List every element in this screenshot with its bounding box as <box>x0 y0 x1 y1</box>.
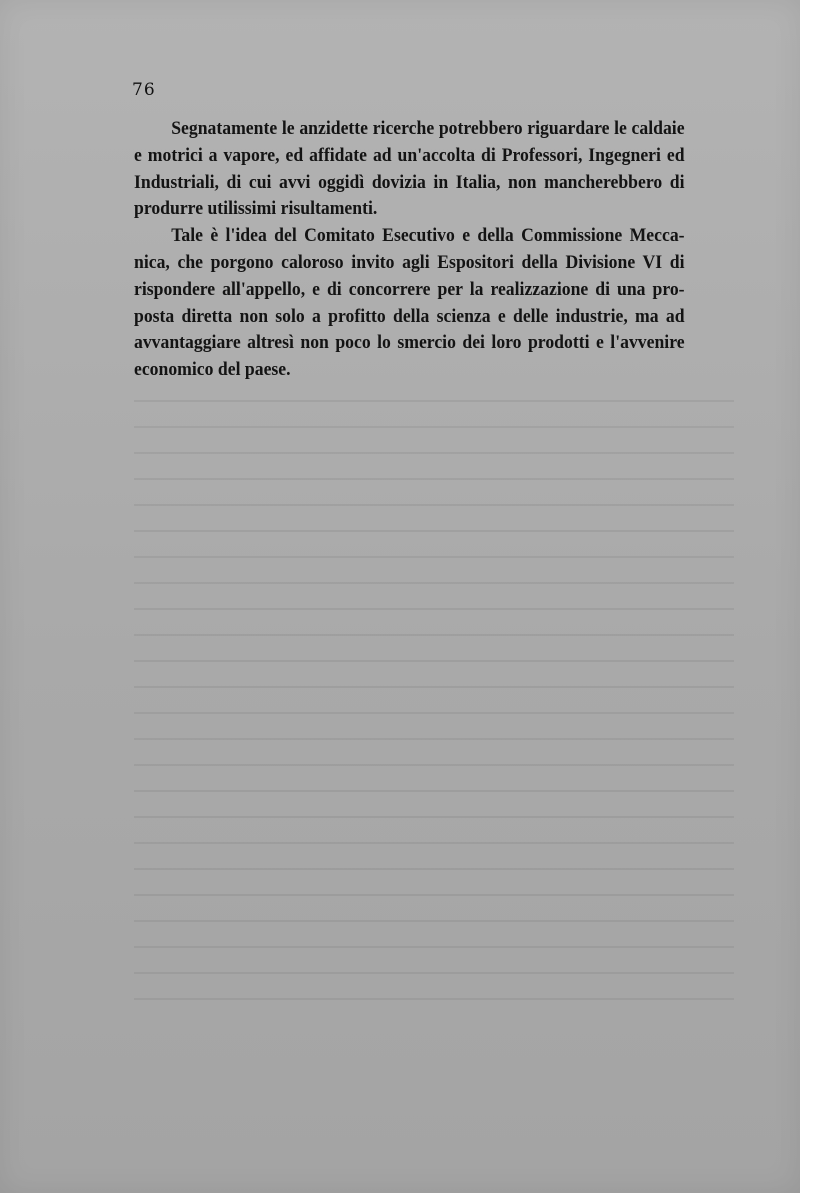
text-line: Segnatamente le anzidette ricerche potrebbero riguardare le caldaie <box>171 118 685 139</box>
text-line: Industriali, di cui avvi oggidì dovizia in Italia, non mancherebbero di <box>134 171 685 193</box>
text-line: economico del paese. <box>134 359 291 381</box>
text-line: posta diretta non solo a profitto della scienza e delle industrie, ma ad <box>134 305 685 327</box>
paragraph-2 <box>134 223 685 384</box>
text-line: e motrici a vapore, ed affidate ad un'accolta di Professori, Ingegneri ed <box>134 144 685 166</box>
text-line: Tale è l'idea del Comitato Esecutivo e della Commissione Mecca- <box>171 225 685 247</box>
text-line: produrre utilissimi risultamenti. <box>134 198 378 220</box>
bleed-through-texture <box>134 400 734 1020</box>
page-number: 76 <box>132 80 156 100</box>
paragraph-1 <box>134 116 685 223</box>
text-line: rispondere all'appello, e di concorrere per la realizzazione di una pro- <box>134 278 685 300</box>
body-text <box>134 116 685 384</box>
text-line: avvantaggiare altresì non poco lo smercio dei loro prodotti e l'avvenire <box>134 332 685 354</box>
text-line: nica, che porgono caloroso invito agli Espositori della Divisione VI di <box>134 251 685 273</box>
